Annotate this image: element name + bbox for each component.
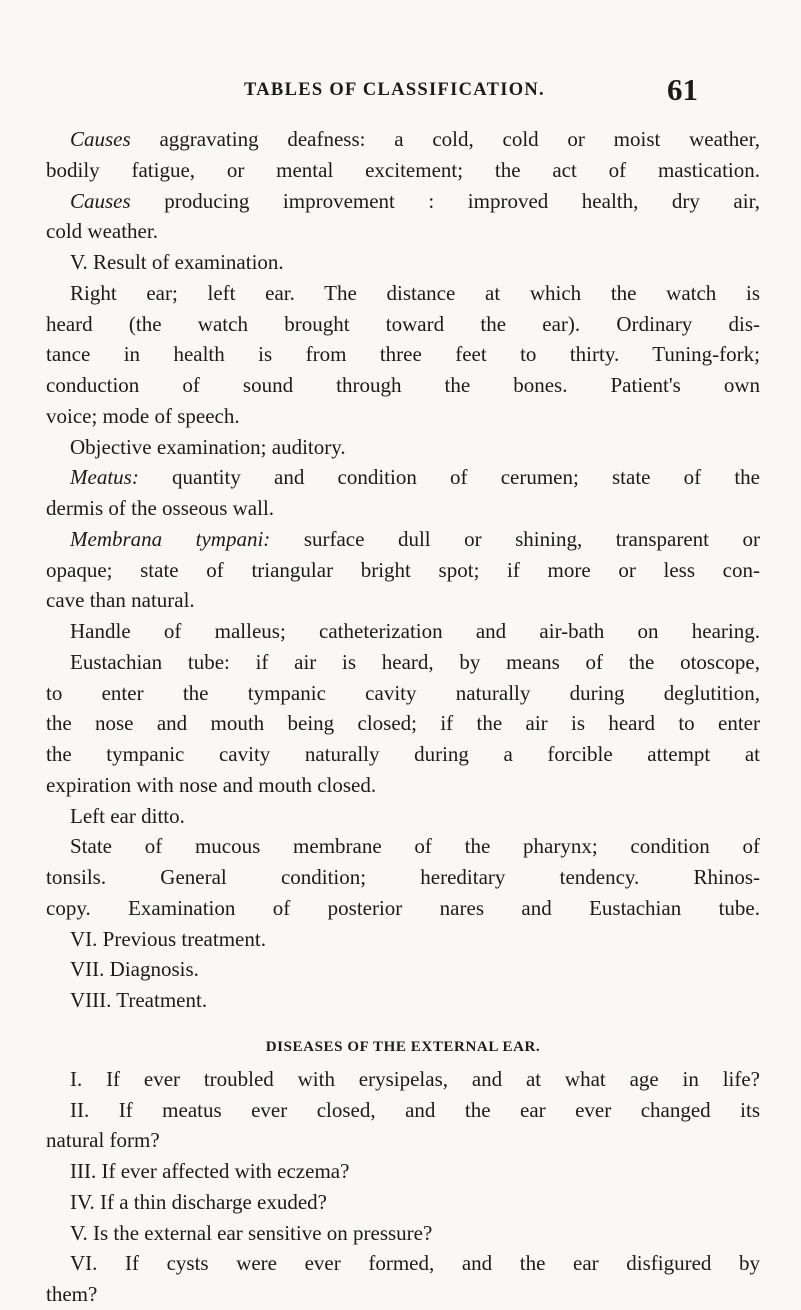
text-line: voice; mode of speech. — [46, 403, 240, 428]
running-title: TABLES OF CLASSIFICATION. — [244, 80, 545, 100]
section-heading-vi: VI. Previous treatment. — [70, 926, 266, 951]
text-line: cave than natural. — [46, 588, 195, 613]
question-line: VI. If cysts were ever formed, and the ear disfigured by — [70, 1251, 760, 1276]
question-line: V. Is the external ear sensitive on pressure? — [70, 1220, 433, 1245]
page-header — [0, 72, 801, 108]
question-line: them? — [46, 1282, 98, 1306]
text-line: conduction of sound through the bones. Patient's own — [46, 373, 760, 397]
text-line: tonsils. General condition; hereditary tendency. Rhinos- — [46, 865, 760, 889]
text-line: Causes producing improvement : improved health, dry air, — [70, 188, 760, 213]
text-line: the tympanic cavity naturally during a forcible attempt at — [46, 742, 760, 766]
text-line: Membrana tympani: surface dull or shining, transparent or — [70, 526, 760, 551]
section-title-external-ear: DISEASES OF THE EXTERNAL EAR. — [265, 1038, 541, 1055]
section-heading-v: V. Result of examination. — [70, 250, 284, 274]
italic-term: Meatus: — [70, 465, 139, 490]
text-line: bodily fatigue, or mental excitement; the act of mastication. — [46, 157, 760, 182]
question-line: I. If ever troubled with erysipelas, and at what age in life? — [70, 1066, 760, 1091]
text-line: Left ear ditto. — [70, 803, 185, 828]
italic-term: Causes — [70, 188, 131, 213]
page-number: 61 — [667, 72, 698, 107]
section-heading-vii: VII. Diagnosis. — [70, 957, 199, 982]
question-line: natural form? — [46, 1128, 160, 1153]
text-line: copy. Examination of posterior nares and Eustachian tube. — [46, 895, 760, 920]
question-line: II. If meatus ever closed, and the ear ever changed its — [70, 1097, 760, 1122]
section-heading-viii: VIII. Treatment. — [70, 988, 208, 1012]
text-line: Objective examination; auditory. — [70, 434, 346, 459]
text-line: Right ear; left ear. The distance at which the watch is — [70, 280, 760, 305]
text-line: the nose and mouth being closed; if the air is heard to enter — [46, 711, 760, 736]
italic-term: Membrana tympani: — [70, 526, 271, 551]
text-line: dermis of the osseous wall. — [46, 496, 275, 520]
text-line: Handle of malleus; catheterization and air-bath on hearing. — [70, 619, 760, 643]
text-line: Eustachian tube: if air is heard, by means of the otoscope, — [70, 649, 760, 674]
text-line: tance in health is from three feet to thirty. Tuning-fork; — [46, 342, 760, 367]
body-text — [46, 124, 760, 1310]
text-line: cold weather. — [46, 219, 158, 244]
text-line: to enter the tympanic cavity naturally during deglutition, — [46, 680, 760, 705]
text-line: expiration with nose and mouth closed. — [46, 772, 377, 797]
italic-term: Causes — [70, 127, 131, 151]
text-line: Causes aggravating deafness: a cold, cold or moist weather, — [70, 127, 760, 151]
question-line: III. If ever affected with eczema? — [70, 1159, 350, 1183]
text-line: State of mucous membrane of the pharynx; condition of — [70, 834, 760, 859]
text-line: Meatus: quantity and condition of cerumen; state of the — [70, 465, 760, 490]
question-line: IV. If a thin discharge exuded? — [70, 1189, 327, 1214]
text-line: opaque; state of triangular bright spot; if more or less con- — [46, 557, 760, 582]
text-line: heard (the watch brought toward the ear). Ordinary dis- — [46, 311, 760, 336]
